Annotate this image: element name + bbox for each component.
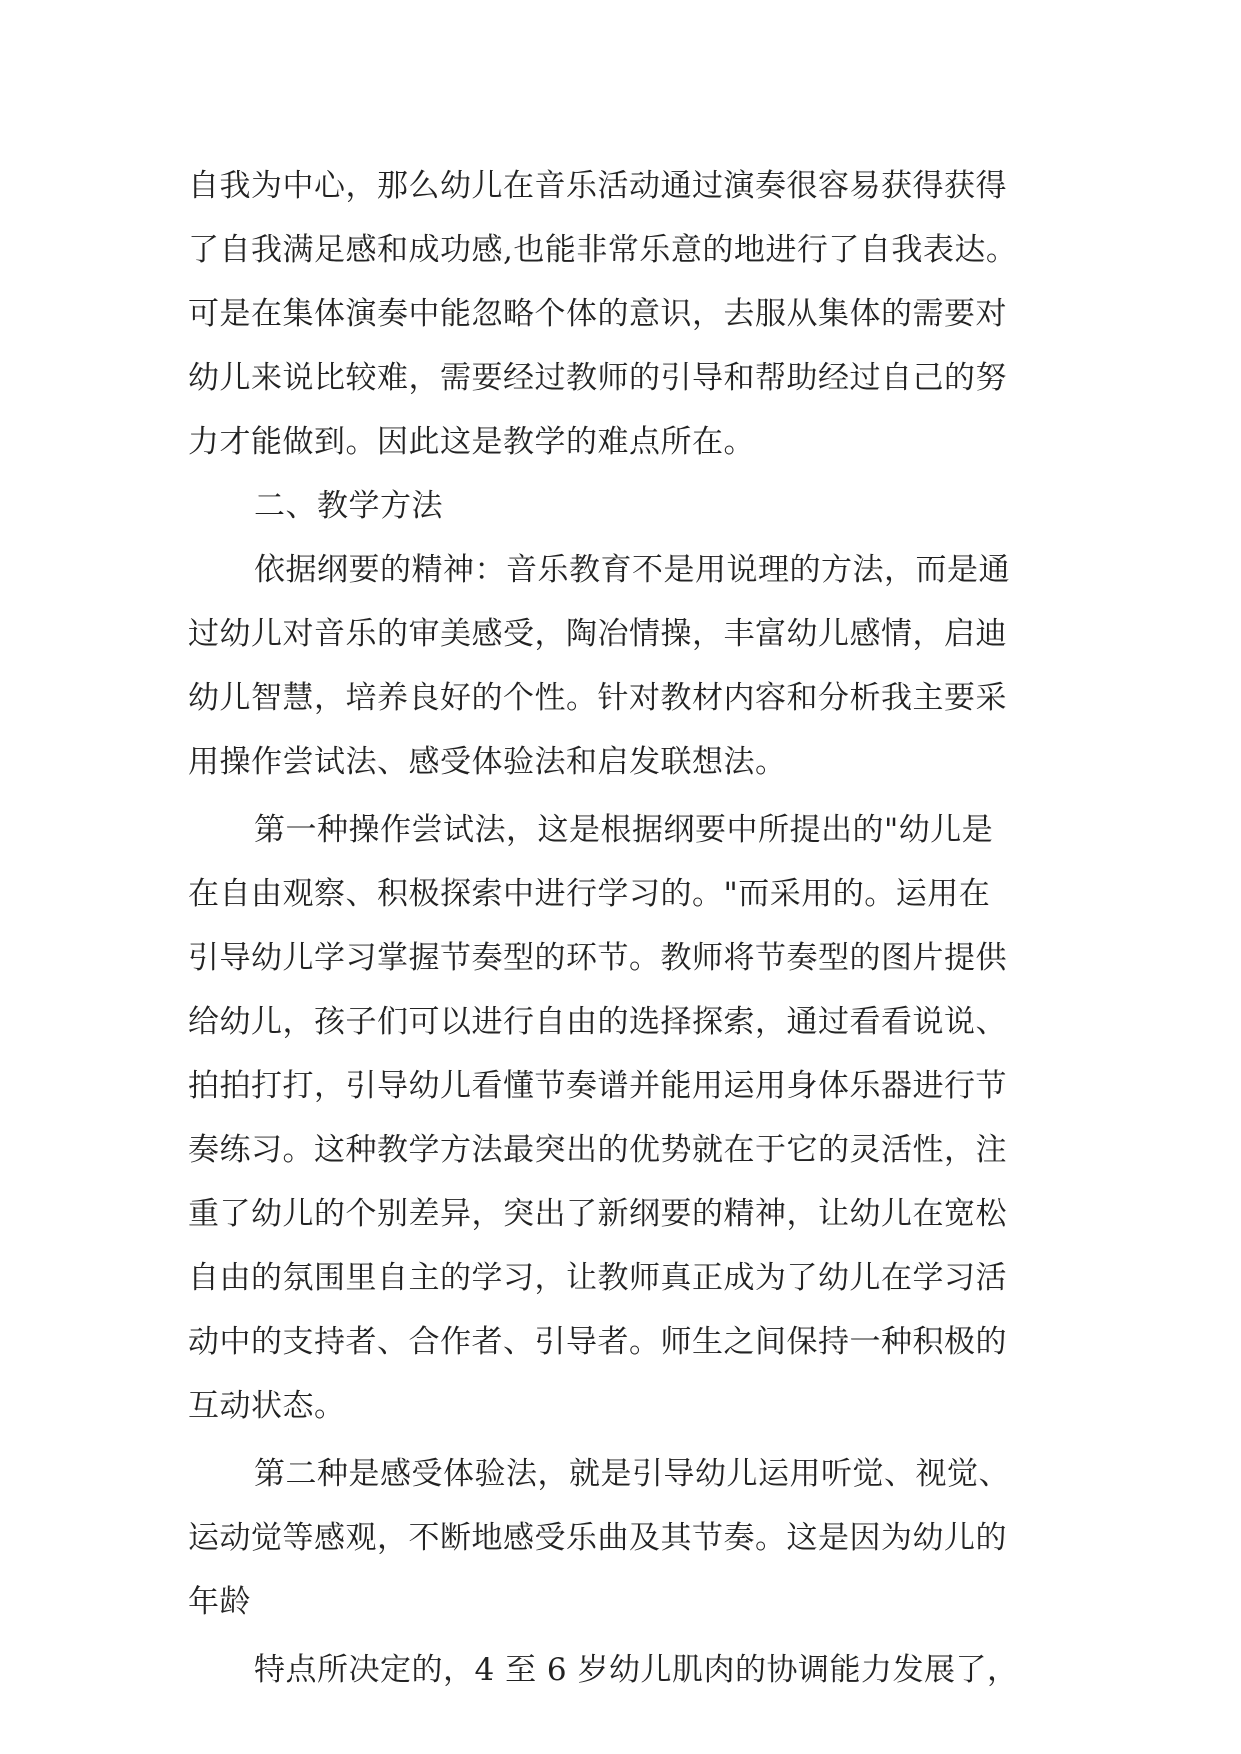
body-line: 在自由观察、积极探索中进行学习的。"而采用的。运用在 <box>188 876 991 912</box>
body-line: 动中的支持者、合作者、引导者。师生之间保持一种积极的 <box>188 1324 1007 1360</box>
body-line: 引导幼儿学习掌握节奏型的环节。教师将节奏型的图片提供 <box>188 940 1007 976</box>
body-line: 依据纲要的精神：音乐教育不是用说理的方法，而是通 <box>254 552 1010 588</box>
body-line: 过幼儿对音乐的审美感受，陶冶情操，丰富幼儿感情，启迪 <box>188 616 1007 652</box>
body-line: 用操作尝试法、感受体验法和启发联想法。 <box>188 744 787 780</box>
body-line: 拍拍打打，引导幼儿看懂节奏谱并能用运用身体乐器进行节 <box>188 1068 1007 1104</box>
body-line: 第一种操作尝试法，这是根据纲要中所提出的"幼儿是 <box>254 812 994 848</box>
body-line: 给幼儿，孩子们可以进行自由的选择探索，通过看看说说、 <box>188 1004 1007 1040</box>
body-line: 自由的氛围里自主的学习，让教师真正成为了幼儿在学习活 <box>188 1260 1007 1296</box>
body-line: 幼儿智慧，培养良好的个性。针对教材内容和分析我主要采 <box>188 680 1007 716</box>
body-line: 第二种是感受体验法，就是引导幼儿运用听觉、视觉、 <box>254 1456 1010 1492</box>
body-line: 自我为中心，那么幼儿在音乐活动通过演奏很容易获得获得 <box>188 168 1007 204</box>
body-line: 重了幼儿的个别差异，突出了新纲要的精神，让幼儿在宽松 <box>188 1196 1007 1232</box>
body-line: 奏练习。这种教学方法最突出的优势就在于它的灵活性，注 <box>188 1132 1007 1168</box>
body-line: 互动状态。 <box>188 1388 346 1424</box>
section-heading: 二、教学方法 <box>254 488 443 524</box>
body-line: 力才能做到。因此这是教学的难点所在。 <box>188 424 755 460</box>
body-line: 特点所决定的，4 至 6 岁幼儿肌肉的协调能力发展了， <box>254 1652 1019 1688</box>
body-line: 年龄 <box>188 1584 251 1620</box>
body-line: 了自我满足感和成功感,也能非常乐意的地进行了自我表达。 <box>188 232 1018 268</box>
body-line: 可是在集体演奏中能忽略个体的意识，去服从集体的需要对 <box>188 296 1007 332</box>
body-line: 运动觉等感观，不断地感受乐曲及其节奏。这是因为幼儿的 <box>188 1520 1007 1556</box>
body-line: 幼儿来说比较难，需要经过教师的引导和帮助经过自己的努 <box>188 360 1007 396</box>
